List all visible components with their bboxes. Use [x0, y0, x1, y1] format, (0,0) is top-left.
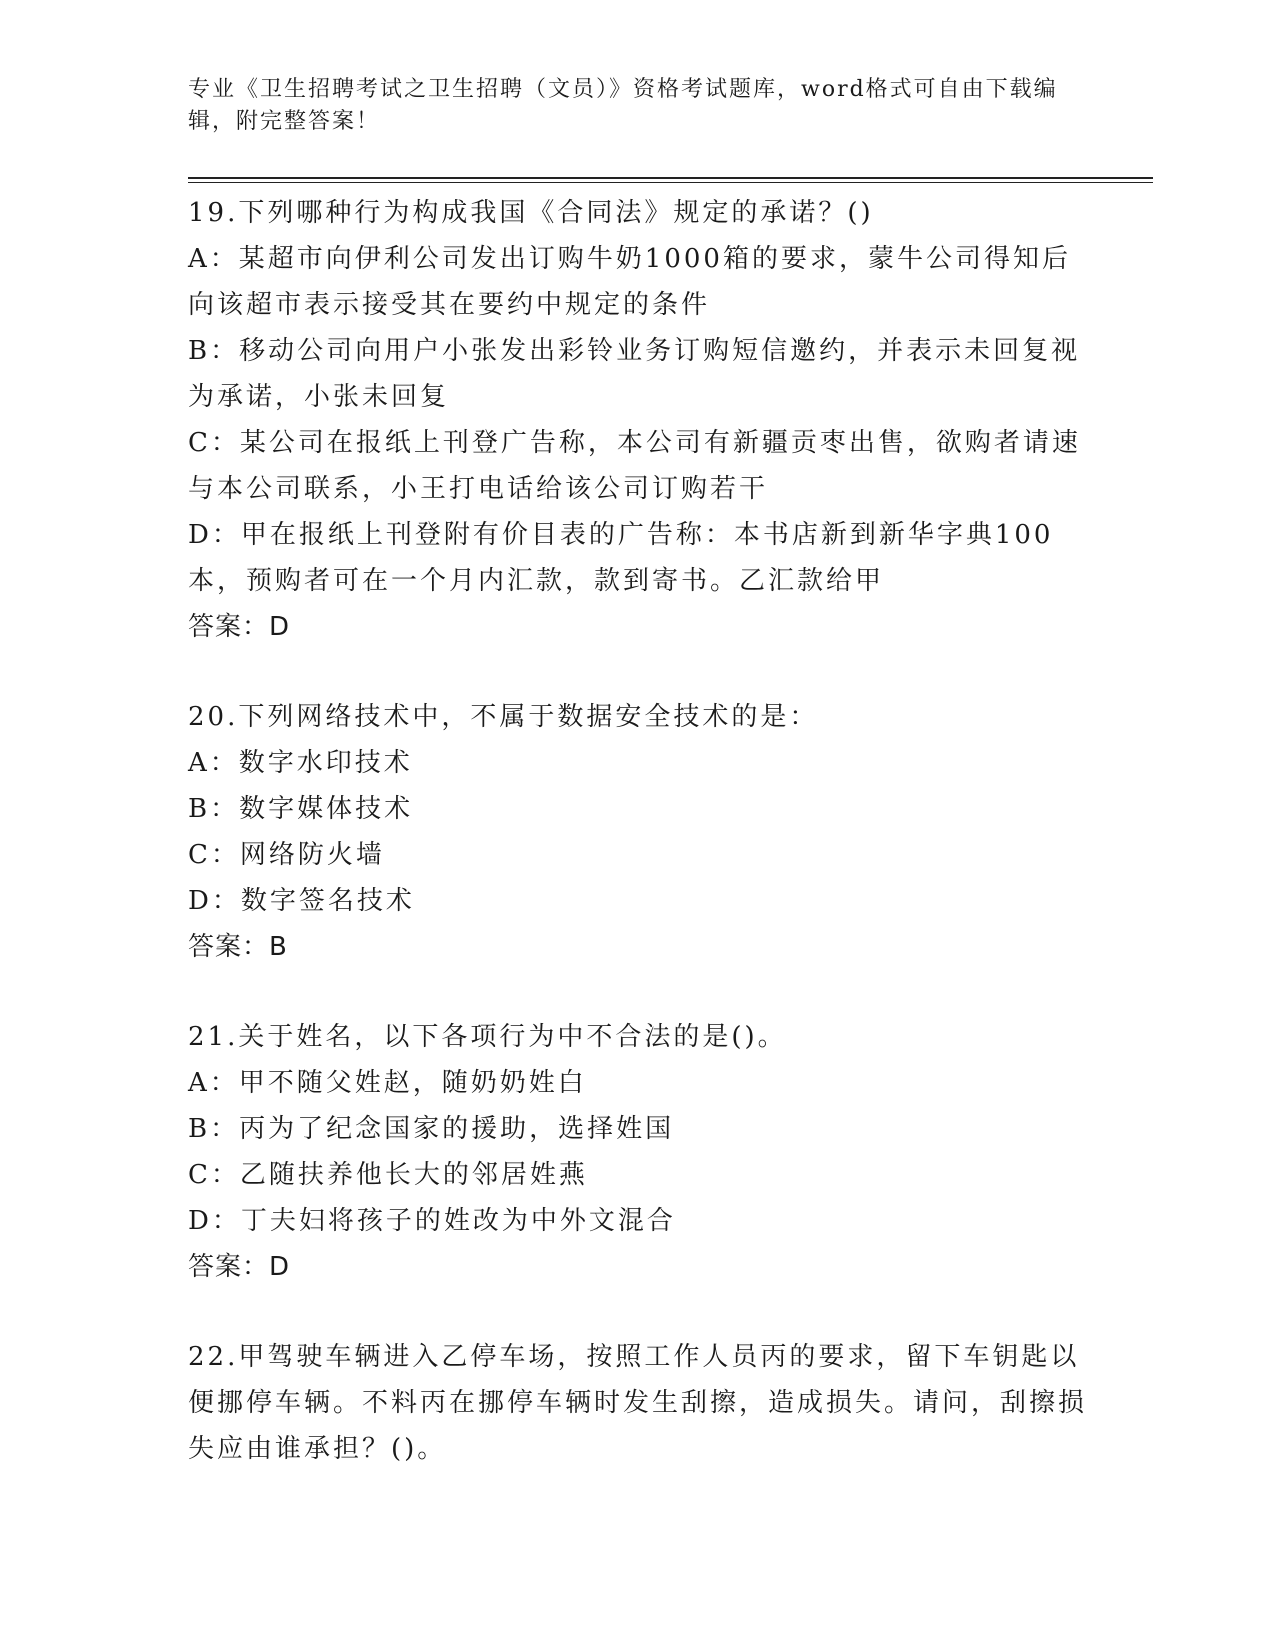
option-b: B：丙为了纪念国家的援助，选择姓国: [188, 1114, 675, 1144]
option-b: B：移动公司向用户小张发出彩铃业务订购短信邀约，并表示未回复视为承诺，小张未回复: [188, 336, 1081, 412]
question-19: [188, 190, 1088, 650]
answer-line: 答案：B: [188, 932, 288, 962]
answer-line: 答案：D: [188, 1252, 291, 1282]
question-21: [188, 1014, 1088, 1290]
option-d: D：数字签名技术: [188, 886, 415, 916]
option-c: C：乙随扶养他长大的邻居姓燕: [188, 1160, 588, 1190]
header-divider-thick: [188, 177, 1153, 179]
question-22: [188, 1334, 1088, 1472]
answer-line: 答案：D: [188, 612, 291, 642]
question-stem: 22.甲驾驶车辆进入乙停车场，按照工作人员丙的要求，留下车钥匙以便挪停车辆。不料丙在挪停车辆时发生刮擦，造成损失。请问，刮擦损失应由谁承担？()。: [188, 1342, 1088, 1464]
option-a: A：甲不随父姓赵，随奶奶姓白: [188, 1068, 587, 1098]
question-stem: 21.关于姓名，以下各项行为中不合法的是()。: [188, 1022, 787, 1052]
option-c: C：网络防火墙: [188, 840, 385, 870]
option-a: A：某超市向伊利公司发出订购牛奶1000箱的要求，蒙牛公司得知后向该超市表示接受其在要约中规定的条件: [188, 244, 1071, 320]
question-20: [188, 694, 1088, 970]
question-stem: 20.下列网络技术中，不属于数据安全技术的是：: [188, 702, 819, 732]
option-c: C：某公司在报纸上刊登广告称，本公司有新疆贡枣出售，欲购者请速与本公司联系，小王打电话给该公司订购若干: [188, 428, 1081, 504]
header-divider-thin: [188, 182, 1153, 183]
question-list: [188, 190, 1088, 1516]
option-b: B：数字媒体技术: [188, 794, 414, 824]
option-a: A：数字水印技术: [188, 748, 413, 778]
option-d: D：丁夫妇将孩子的姓改为中外文混合: [188, 1206, 676, 1236]
option-d: D：甲在报纸上刊登附有价目表的广告称：本书店新到新华字典100本，预购者可在一个月内汇款，款到寄书。乙汇款给甲: [188, 520, 1054, 596]
document-header: 专业《卫生招聘考试之卫生招聘（文员）》资格考试题库，word格式可自由下载编辑，附完整答案！: [188, 77, 1058, 134]
question-stem: 19.下列哪种行为构成我国《合同法》规定的承诺？(): [188, 198, 874, 228]
